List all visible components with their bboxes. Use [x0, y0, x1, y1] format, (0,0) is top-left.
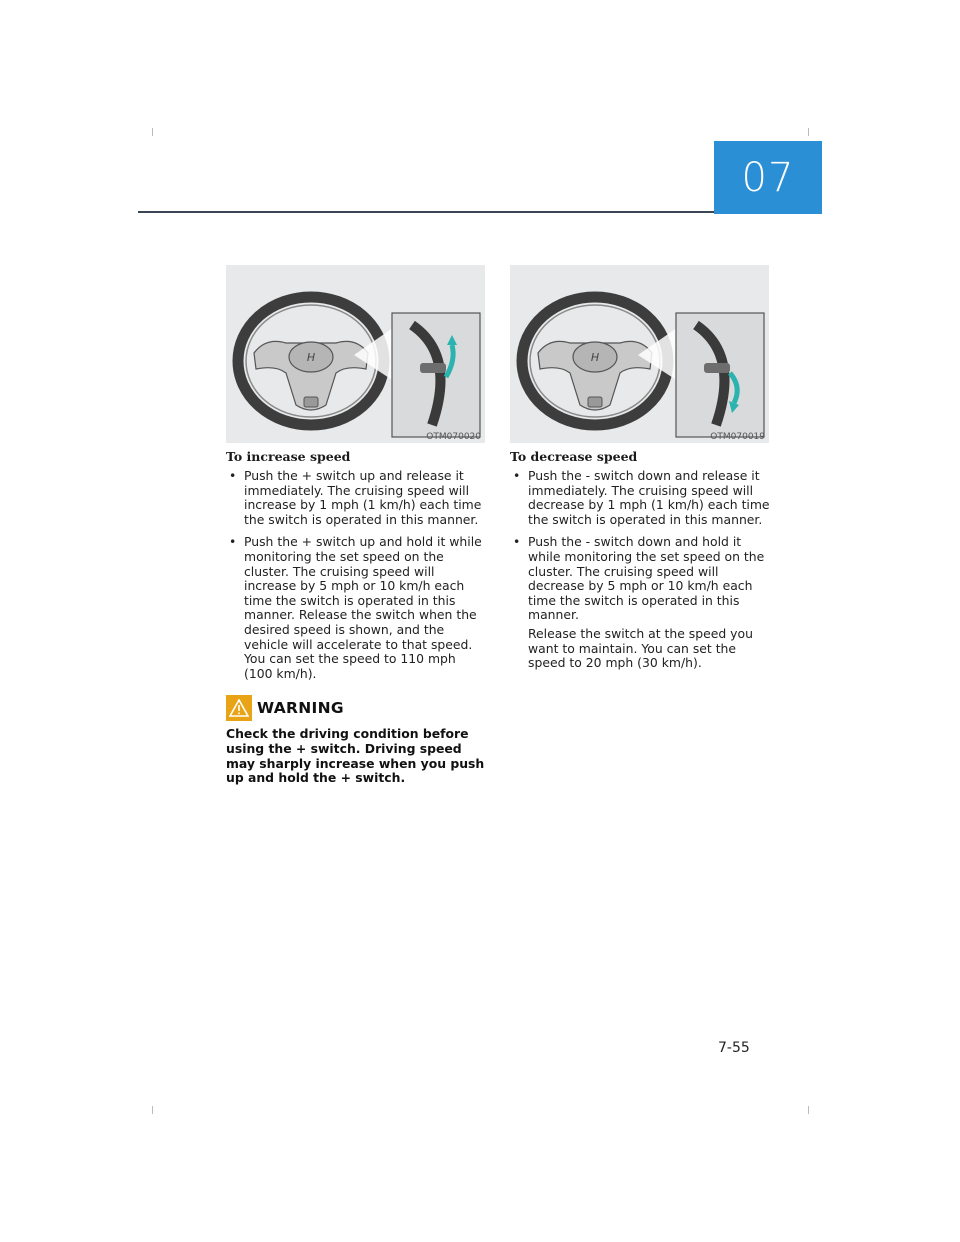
svg-text:H: H [590, 351, 600, 364]
figure-code: OTM070019 [710, 432, 765, 442]
page-number: 7-55 [718, 1040, 750, 1056]
svg-text:H: H [306, 351, 316, 364]
list-item: • Push the + switch up and hold it while monitoring the set speed on the cluster. The cruising speed will increase by 5 mph or 10 km/h each time the switch is operated in this manner. Release the switch when the desired speed is shown, and the vehicle will accelerate to that speed. You can set the speed to 110 mph (100 km/h). [226, 535, 486, 681]
chapter-tab: 07 [714, 141, 822, 214]
warning-triangle-icon [226, 695, 252, 721]
right-column [510, 265, 770, 671]
paragraph-release: Release the switch at the speed you want to maintain. You can set the speed to 20 mph (30 km/h). [528, 625, 753, 671]
section-subtitle-decrease: To decrease speed [510, 449, 638, 464]
steering-wheel-illustration [510, 265, 769, 443]
crop-mark [152, 128, 153, 136]
steering-wheel-illustration [226, 265, 485, 443]
warning-header [226, 695, 486, 721]
steering-wheel-figure-increase [226, 265, 485, 443]
crop-mark [152, 1106, 153, 1114]
list-item: • Push the + switch up and release it immediately. The cruising speed will increase by 1 mph (1 km/h) each time the switch is operated in this manner. [226, 469, 486, 527]
warning-body: Check the driving condition before using the + switch. Driving speed may sharply increase when you push up and hold the + switch. [226, 726, 485, 786]
list-item: • Push the - switch down and release it immediately. The cruising speed will decrease by 1 mph (1 km/h) each time the switch is operated in this manner. [510, 469, 770, 527]
header-rule [138, 211, 714, 213]
section-subtitle-increase: To increase speed [226, 449, 351, 464]
left-column [226, 265, 486, 786]
bullet-list-decrease [510, 469, 770, 623]
warning-title: WARNING [257, 699, 344, 718]
steering-wheel-figure-decrease [510, 265, 769, 443]
figure-code: OTM070020 [426, 432, 481, 442]
crop-mark [808, 128, 809, 136]
crop-mark [808, 1106, 809, 1114]
bullet-list-increase [226, 469, 486, 681]
list-item: • Push the - switch down and hold it while monitoring the set speed on the cluster. The cruising speed will decrease by 5 mph or 10 km/h each time the switch is operated in this manner. [510, 535, 770, 623]
